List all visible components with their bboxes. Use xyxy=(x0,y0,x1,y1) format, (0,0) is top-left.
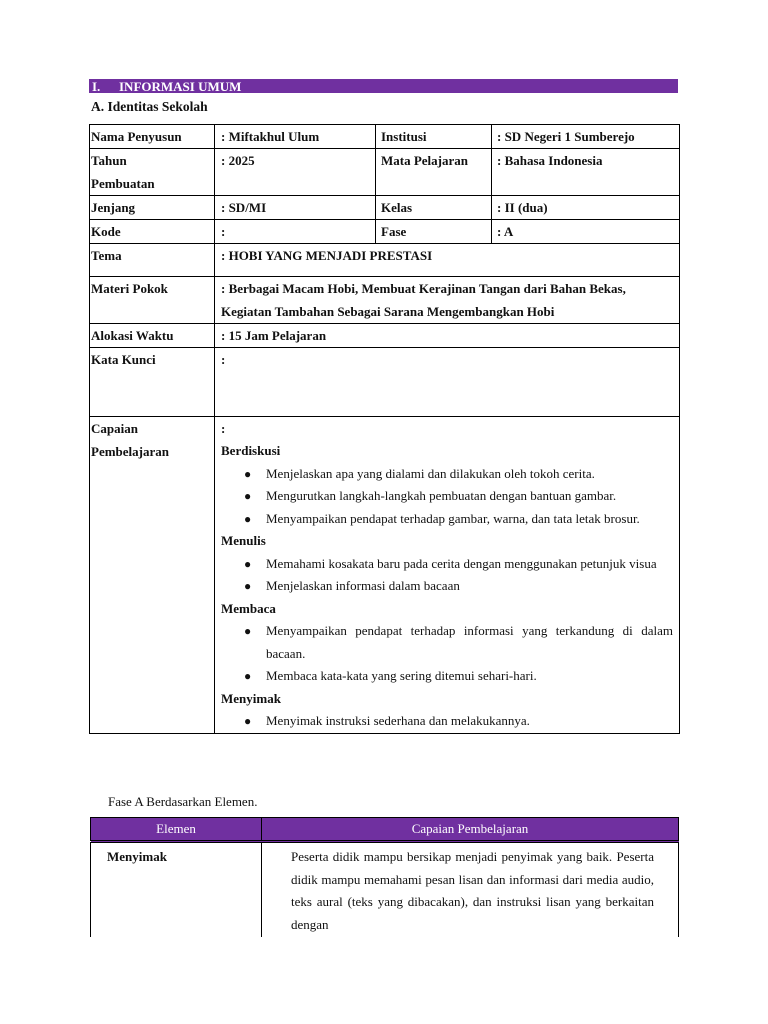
table-row xyxy=(90,277,680,324)
capaian-text: Peserta didik mampu bersikap menjadi penyimak yang baik. Peserta didik mampu memahami pesan lisan dan informasi dari media audio, teks aural (teks yang dibacakan), dan instruksi lisan yang berkaitan dengan xyxy=(291,849,654,932)
fase-label: Fase xyxy=(376,220,492,244)
membaca-heading: Membaca xyxy=(221,600,276,616)
nama-penyusun-value: : Miftakhul Ulum xyxy=(215,125,376,149)
tema-value: : HOBI YANG MENJADI PRESTASI xyxy=(215,244,680,277)
bullet-dot-icon: ● xyxy=(244,556,252,571)
identity-table xyxy=(89,124,680,734)
materi-pokok-value: : Berbagai Macam Hobi, Membuat Kerajinan Tangan dari Bahan Bekas, Kegiatan Tambahan Sebagai Sarana Mengembangkan Hobi xyxy=(215,277,680,324)
table-row xyxy=(90,220,680,244)
institusi-label: Institusi xyxy=(376,125,492,149)
alokasi-waktu-value: : 15 Jam Pelajaran xyxy=(215,324,680,348)
materi-pokok-label: Materi Pokok xyxy=(90,277,215,324)
list-item: ● Menjelaskan informasi dalam bacaan xyxy=(266,575,673,598)
bullet-dot-icon: ● xyxy=(244,714,252,728)
table-row xyxy=(90,196,680,220)
menulis-list xyxy=(221,553,673,598)
capaian-table xyxy=(90,817,679,937)
section-header xyxy=(89,79,678,93)
table-row xyxy=(91,842,679,938)
jenjang-label: Jenjang xyxy=(90,196,215,220)
list-item: ● Menyimak instruksi sederhana dan melakukannya. xyxy=(266,710,673,733)
table-row xyxy=(90,244,680,277)
subsection-title: A. Identitas Sekolah xyxy=(91,99,208,114)
kata-kunci-value: : xyxy=(215,348,680,417)
bullet-dot-icon: ● xyxy=(244,669,252,683)
capaian-pembelajaran-label: Capaian Pembelajaran xyxy=(90,417,215,734)
tema-label: Tema xyxy=(90,244,215,277)
menyimak-list xyxy=(221,710,673,733)
bullet-dot-icon: ● xyxy=(244,466,252,481)
mata-pelajaran-label: Mata Pelajaran xyxy=(376,149,492,196)
tahun-pembuatan-label: Tahun Pembuatan xyxy=(90,149,215,196)
tahun-pembuatan-value: : 2025 xyxy=(215,149,376,196)
table-row xyxy=(90,417,680,734)
section-number: I. xyxy=(92,79,101,94)
fase-value: : A xyxy=(492,220,680,244)
kelas-label: Kelas xyxy=(376,196,492,220)
table-row xyxy=(90,348,680,417)
nama-penyusun-label: Nama Penyusun xyxy=(90,125,215,149)
table-row xyxy=(90,324,680,348)
list-item: ● Memahami kosakata baru pada cerita dengan menggunakan petunjuk visua xyxy=(266,553,673,576)
jenjang-value: : SD/MI xyxy=(215,196,376,220)
table-row xyxy=(90,149,680,196)
institusi-value: : SD Negeri 1 Sumberejo xyxy=(492,125,680,149)
elemen-cell: Menyimak xyxy=(91,842,262,938)
menulis-heading: Menulis xyxy=(221,533,266,548)
capaian-pembelajaran-content xyxy=(215,417,680,734)
berdiskusi-list xyxy=(221,463,673,531)
mata-pelajaran-value: : Bahasa Indonesia xyxy=(492,149,680,196)
menyimak-heading: Menyimak xyxy=(221,690,281,706)
bullet-dot-icon: ● xyxy=(244,624,252,638)
kode-label: Kode xyxy=(90,220,215,244)
header-capaian-pembelajaran: Capaian Pembelajaran xyxy=(262,818,679,842)
kode-value: : xyxy=(215,220,376,244)
list-item: ● Menyampaikan pendapat terhadap informasi yang terkandung di dalam bacaan. xyxy=(266,620,673,665)
kata-kunci-label: Kata Kunci xyxy=(90,348,215,417)
capaian-colon: : xyxy=(221,421,226,436)
alokasi-waktu-label: Alokasi Waktu xyxy=(90,324,215,348)
list-item: ● Membaca kata-kata yang sering ditemui sehari-hari. xyxy=(266,665,673,688)
fase-note: Fase A Berdasarkan Elemen. xyxy=(108,794,258,809)
list-item: ● Menjelaskan apa yang dialami dan dilakukan oleh tokoh cerita. xyxy=(266,463,673,486)
table-header-row xyxy=(91,818,679,842)
capaian-cell xyxy=(262,842,679,938)
membaca-list xyxy=(221,620,673,688)
header-elemen: Elemen xyxy=(91,818,262,842)
bullet-dot-icon: ● xyxy=(244,579,252,593)
berdiskusi-heading: Berdiskusi xyxy=(221,443,281,458)
section-title: INFORMASI UMUM xyxy=(119,79,242,94)
list-item: ● Menyampaikan pendapat terhadap gambar, warna, dan tata letak brosur. xyxy=(266,508,673,531)
bullet-dot-icon: ● xyxy=(244,511,252,526)
kelas-value: : II (dua) xyxy=(492,196,680,220)
list-item: ● Mengurutkan langkah-langkah pembuatan dengan bantuan gambar. xyxy=(266,485,673,508)
table-row xyxy=(90,125,680,149)
bullet-dot-icon: ● xyxy=(244,489,252,503)
